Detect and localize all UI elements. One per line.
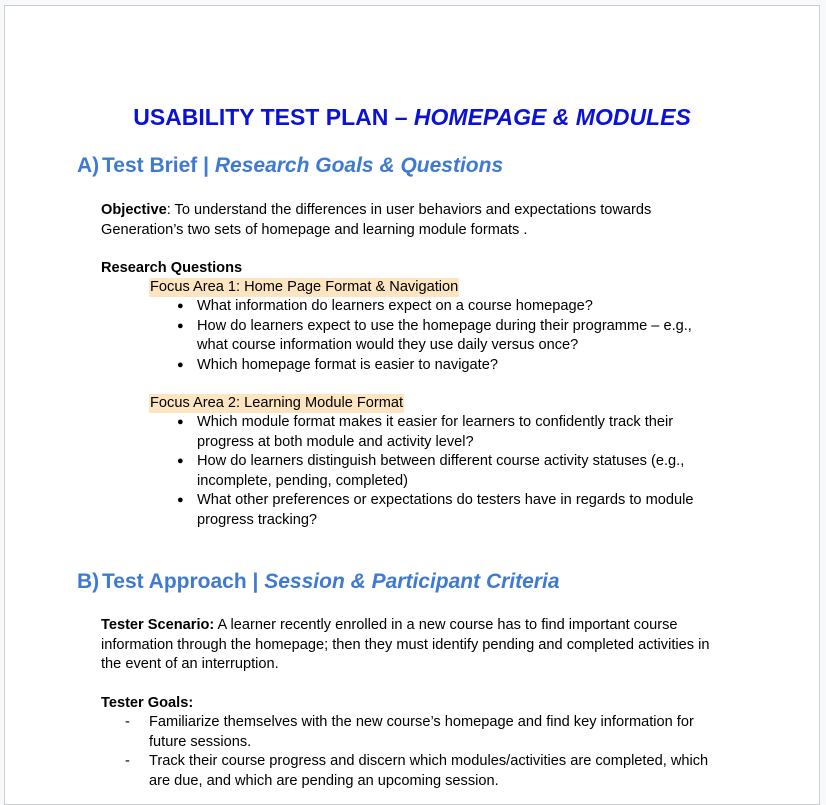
bullet-icon: ● xyxy=(177,494,184,506)
focus-area-1-questions xyxy=(173,297,713,375)
goal-text: Track their course progress and discern which modules/activities are completed, which are due, and which are pending an upcoming session. xyxy=(149,753,709,789)
list-item xyxy=(173,297,713,317)
question-text: What other preferences or expectations do testers have in regards to module progress tracking? xyxy=(197,492,694,528)
objective-paragraph xyxy=(101,201,721,240)
goal-text: Familiarize themselves with the new course’s homepage and find key information for future sessions. xyxy=(149,714,694,750)
list-item xyxy=(173,317,713,356)
objective-label: Objective xyxy=(101,202,167,218)
question-text: Which module format makes it easier for learners to confidently track their progress at both module and activity level? xyxy=(197,414,674,450)
focus-area-2-questions xyxy=(173,413,713,530)
focus-area-2-label: Focus Area 2: Learning Module Format xyxy=(150,395,404,411)
bullet-icon: ● xyxy=(177,358,184,371)
section-b-heading-text: Test Approach | xyxy=(102,570,265,593)
list-item xyxy=(173,356,713,376)
tester-goals-list xyxy=(123,713,723,791)
bullet-icon: ● xyxy=(177,300,184,312)
list-item xyxy=(123,752,723,791)
objective-text: : To understand the differences in user behaviors and expectations towards Generation’s two sets of homepage and learning module formats . xyxy=(101,202,652,238)
bullet-icon: ● xyxy=(177,319,184,332)
section-a-heading xyxy=(77,154,503,178)
title-text: USABILITY TEST PLAN – xyxy=(133,104,414,130)
section-b-letter: B) xyxy=(77,570,100,593)
list-item xyxy=(123,713,723,752)
question-text: Which homepage format is easier to navigate? xyxy=(197,356,498,373)
bullet-icon: ● xyxy=(177,455,184,467)
tester-goals-text: Tester Goals: xyxy=(101,695,194,711)
research-questions-text: Research Questions xyxy=(101,260,243,276)
document-page xyxy=(4,5,820,805)
section-a-heading-text: Test Brief | xyxy=(102,154,215,177)
section-b-heading-italic: Session & Participant Criteria xyxy=(264,570,560,593)
title-italic-text: HOMEPAGE & MODULES xyxy=(413,104,691,130)
question-text: How do learners distinguish between different course activity statuses (e.g., incomplete, pending, completed) xyxy=(197,453,685,489)
tester-scenario-text: A learner recently enrolled in a new course has to find important course information through the homepage; then they must identify pending and completed activities in the event of an interruption. xyxy=(101,617,710,672)
section-b-heading xyxy=(77,570,560,594)
tester-goals-label xyxy=(101,694,721,714)
research-questions-label xyxy=(101,259,721,279)
focus-area-1-label: Focus Area 1: Home Page Format & Navigation xyxy=(150,279,459,295)
tester-scenario-paragraph xyxy=(101,616,721,675)
list-item xyxy=(173,491,713,530)
section-a-heading-italic: Research Goals & Questions xyxy=(214,154,504,177)
tester-scenario-label: Tester Scenario: xyxy=(101,617,215,633)
question-text: How do learners expect to use the homepage during their programme – e.g., what course information would they use daily versus once? xyxy=(197,317,692,353)
document-title xyxy=(5,104,819,131)
question-text: What information do learners expect on a course homepage? xyxy=(197,298,593,314)
section-a-letter: A) xyxy=(77,154,100,177)
list-item xyxy=(173,452,713,491)
dash-icon: - xyxy=(125,714,130,730)
dash-icon: - xyxy=(125,753,130,769)
list-item xyxy=(173,413,713,452)
bullet-icon: ● xyxy=(177,416,184,428)
